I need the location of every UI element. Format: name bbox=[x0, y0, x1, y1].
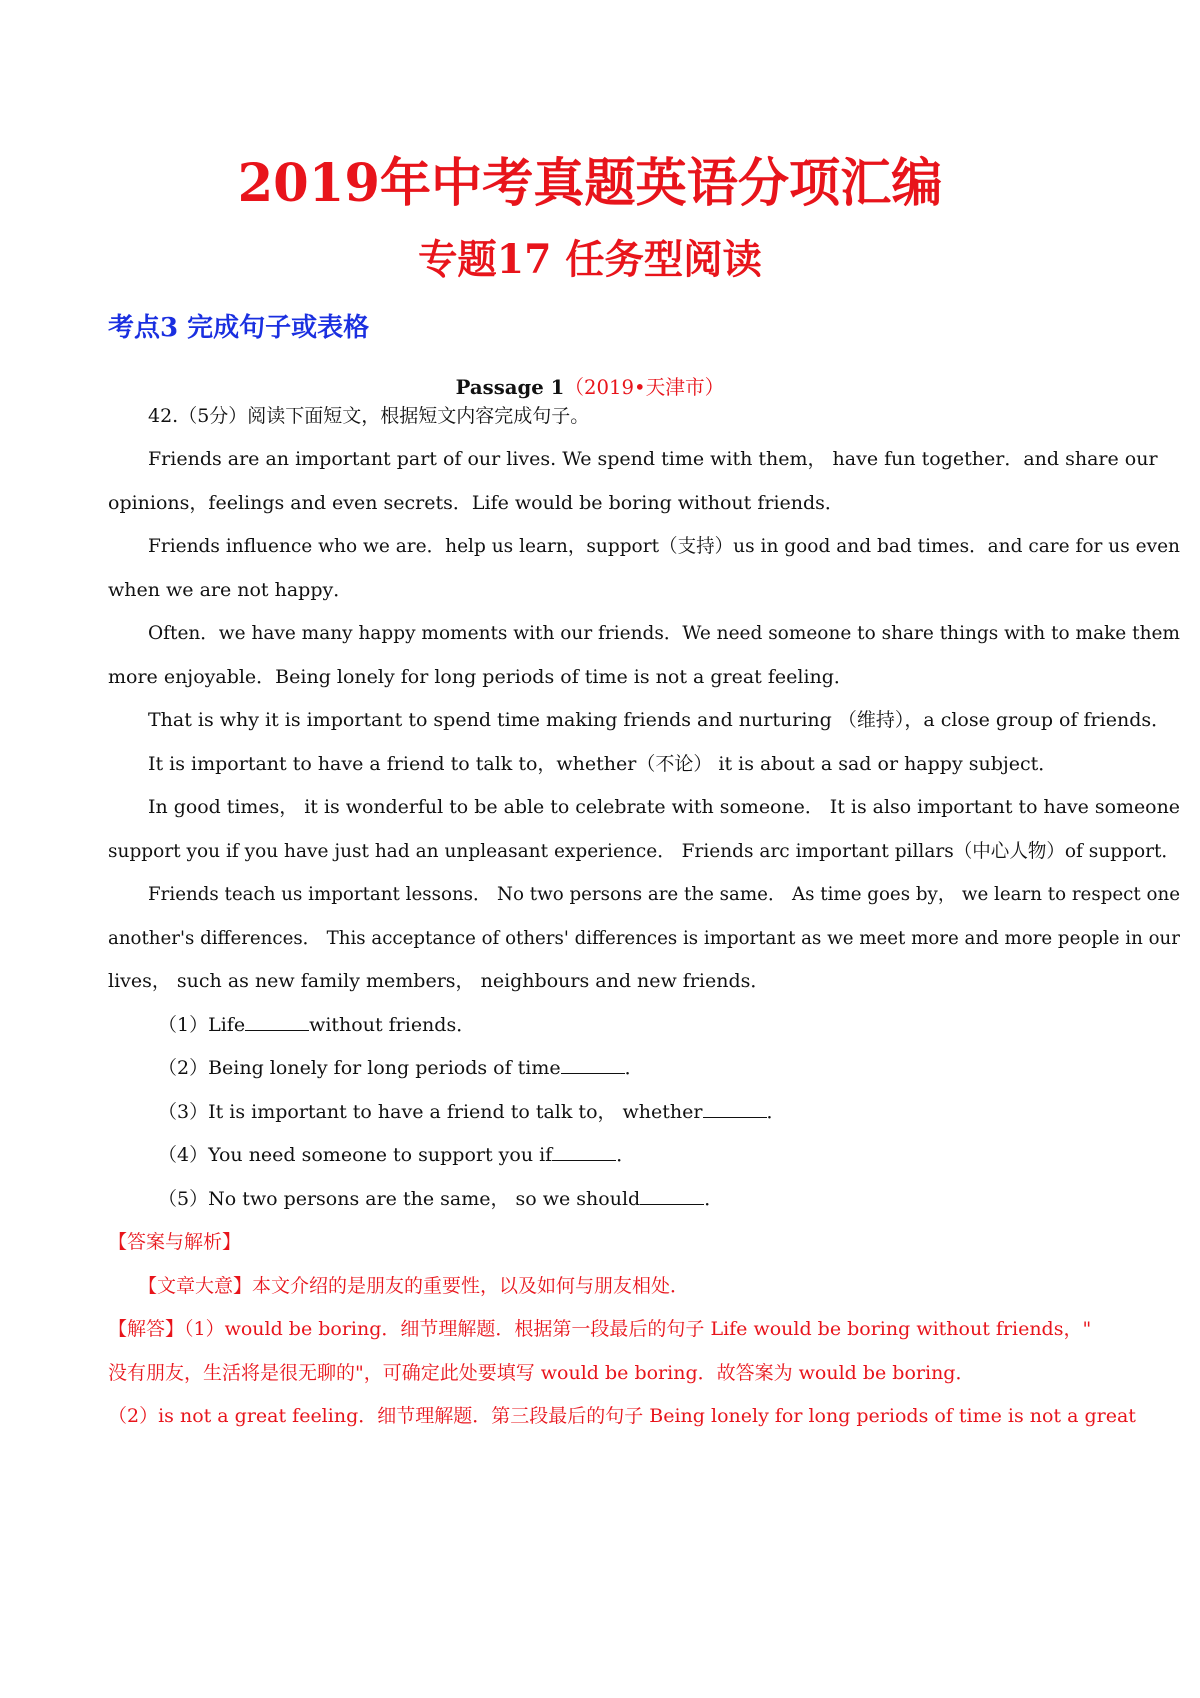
article-line: opinions，feelings and even secrets．Life would be boring without friends． bbox=[108, 492, 844, 514]
passage-label: Passage 1 bbox=[455, 375, 565, 399]
answer-blank bbox=[561, 1055, 625, 1074]
answer-line: （2）is not a great feeling．细节理解题．第三段最后的句子 Being lonely for long periods of time is not a great bbox=[108, 1405, 1136, 1427]
section-heading: 考点3 完成句子或表格 bbox=[108, 313, 370, 343]
question-text: （4）You need someone to support you if bbox=[158, 1144, 553, 1166]
question-text: ． bbox=[616, 1144, 636, 1166]
answer-line: 【解答】（1）would be boring．细节理解题．根据第一段最后的句子 Life would be boring without friends，" bbox=[108, 1318, 1092, 1340]
blank-question-5 bbox=[158, 1184, 723, 1214]
answer-blank bbox=[703, 1099, 767, 1118]
article-line: Friends influence who we are．help us learn，support（支持）us in good and bad times．and care for us even bbox=[148, 535, 1180, 557]
question-text: without friends． bbox=[309, 1014, 476, 1036]
passage-source: （2019•天津市） bbox=[564, 375, 725, 399]
blank-question-1 bbox=[158, 1010, 475, 1040]
question-text: （2）Being lonely for long periods of time bbox=[158, 1057, 561, 1079]
question-text: （5）No two persons are the same， so we should bbox=[158, 1188, 641, 1210]
article-line: another's differences． This acceptance of others' differences is important as we meet more and more people in our bbox=[108, 927, 1180, 949]
article-line: support you if you have just had an unpleasant experience． Friends arc important pillars（中心人物）of support． bbox=[108, 840, 1180, 862]
answer-heading: 【答案与解析】 bbox=[108, 1231, 242, 1253]
article-line: In good times， it is wonderful to be able to celebrate with someone． It is also important to have someone bbox=[148, 796, 1180, 818]
passage-heading bbox=[0, 372, 1180, 402]
question-text: ． bbox=[704, 1188, 724, 1210]
article-line: lives， such as new family members， neighbours and new friends． bbox=[108, 970, 770, 992]
question-text: （1）Life bbox=[158, 1014, 246, 1036]
answer-summary: 【文章大意】本文介绍的是朋友的重要性，以及如何与朋友相处． bbox=[138, 1275, 690, 1297]
article-line: Often．we have many happy moments with our friends．We need someone to share things with to make them bbox=[148, 622, 1180, 644]
answer-blank bbox=[640, 1186, 704, 1205]
blank-question-2 bbox=[158, 1053, 644, 1083]
blank-question-4 bbox=[158, 1140, 635, 1170]
document-title: 2019年中考真题英语分项汇编 bbox=[237, 153, 943, 214]
question-text: ． bbox=[624, 1057, 644, 1079]
question-intro: 42.（5分）阅读下面短文，根据短文内容完成句子。 bbox=[148, 405, 590, 427]
question-text: ． bbox=[766, 1101, 786, 1123]
question-text: （3）It is important to have a friend to talk to， whether bbox=[158, 1101, 703, 1123]
document-subtitle: 专题17 任务型阅读 bbox=[418, 236, 762, 283]
article-line: That is why it is important to spend time making friends and nurturing （维持），a close group of friends． bbox=[148, 709, 1171, 731]
answer-blank bbox=[552, 1142, 616, 1161]
article-line: more enjoyable．Being lonely for long periods of time is not a great feeling． bbox=[108, 666, 853, 688]
answer-line: 没有朋友，生活将是很无聊的"，可确定此处要填写 would be boring．故答案为 would be boring． bbox=[108, 1362, 975, 1384]
article-line: Friends are an important part of our lives. We spend time with them， have fun together．and share our bbox=[148, 448, 1158, 470]
article-line: when we are not happy． bbox=[108, 579, 353, 601]
article-line: Friends teach us important lessons． No two persons are the same． As time goes by， we learn to respect one bbox=[148, 883, 1180, 905]
article-line: It is important to have a friend to talk to，whether（不论） it is about a sad or happy subject． bbox=[148, 753, 1058, 775]
blank-question-3 bbox=[158, 1097, 786, 1127]
answer-blank bbox=[245, 1012, 309, 1031]
